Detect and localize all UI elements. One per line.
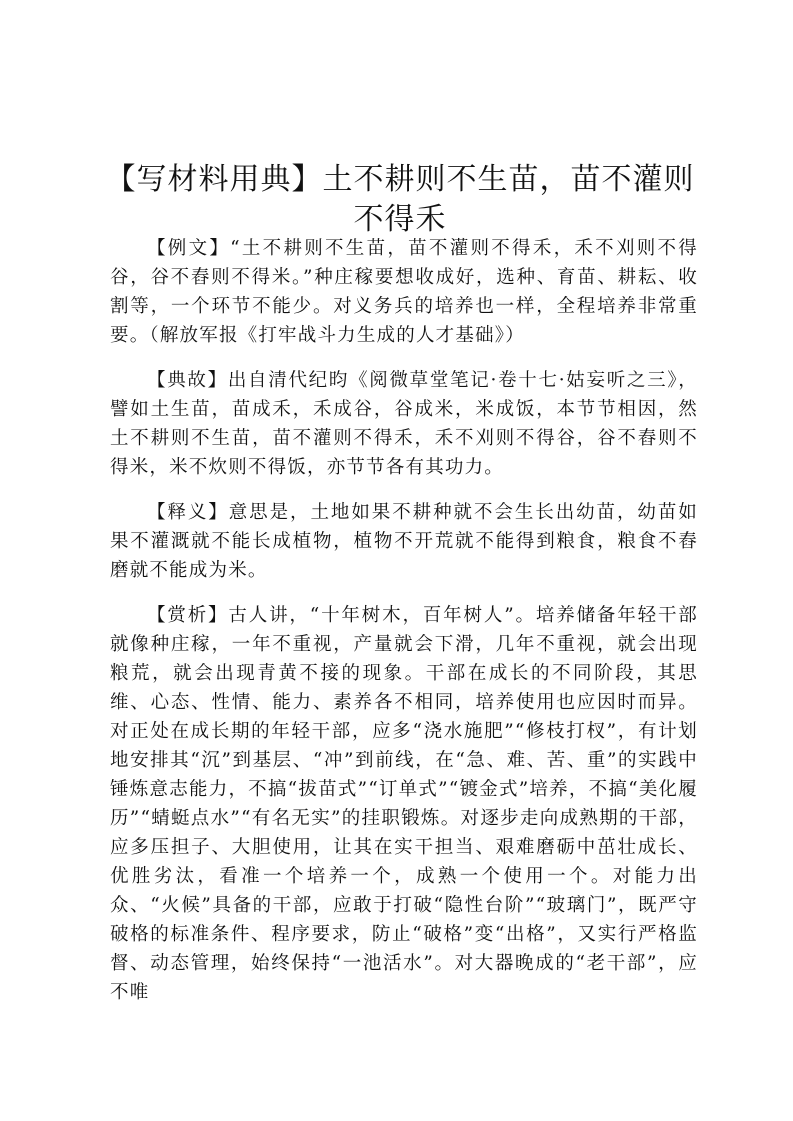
- paragraph-tag: 【例文】: [147, 238, 231, 259]
- paragraph-text: “土不耕则不生苗，苗不灌则不得禾，禾不刈则不得谷，谷不舂则不得米。”种庄稼要想收成好，选种、育苗、耕耘、收割等，一个环节不能少。对义务兵的培养也一样，全程培养非常重要。（解放军报《打牢战斗力生成的人才基础》）: [110, 238, 698, 346]
- paragraph-example: [110, 234, 698, 350]
- paragraph-tag: 【赏析】: [147, 605, 229, 626]
- paragraph-meaning: [110, 498, 698, 585]
- paragraph-text: 意思是，土地如果不耕种就不会生长出幼苗，幼苗如果不灌溉就不能长成植物，植物不开荒就不能得到粮食，粮食不舂磨就不能成为米。: [110, 502, 698, 581]
- paragraph-appreciation: [110, 601, 698, 1007]
- document-title: 【写材料用典】土不耕则不生苗，苗不灌则不得禾: [105, 162, 695, 238]
- document-body: [110, 234, 698, 1007]
- paragraph-allusion: [110, 366, 698, 482]
- paragraph-tag: 【释义】: [147, 502, 229, 523]
- paragraph-text: 出自清代纪昀《阅微草堂笔记·卷十七·姑妄听之三》，譬如土生苗，苗成禾，禾成谷，谷成米，米成饭，本节节相因，然土不耕则不生苗，苗不灌则不得禾，禾不刈则不得谷，谷不舂则不得米，米不炊则不得饭，亦节节各有其功力。: [110, 370, 698, 478]
- paragraph-tag: 【典故】: [147, 370, 228, 391]
- paragraph-text: 古人讲，“十年树木，百年树人”。培养储备年轻干部就像种庄稼，一年不重视，产量就会下滑，几年不重视，就会出现粮荒，就会出现青黄不接的现象。干部在成长的不同阶段，其思维、心态、性情、能力、素养各不相同，培养使用也应因时而异。对正处在成长期的年轻干部，应多“浇水施肥”“修枝打杈”，有计划地安排其“沉”到基层、“冲”到前线，在“急、难、苦、重”的实践中锤炼意志能力，不搞“拔苗式”“订单式”“镀金式”培养，不搞“美化履历”“蜻蜓点水”“有名无实”的挂职锻炼。对逐步走向成熟期的干部，应多压担子、大胆使用，让其在实干担当、艰难磨砺中茁壮成长、优胜劣汰，看准一个培养一个，成熟一个使用一个。对能力出众、“火候”具备的干部，应敢于打破“隐性台阶”“玻璃门”，既严守破格的标准条件、程序要求，防止“破格”变“出格”，又实行严格监督、动态管理，始终保持“一池活水”。对大器晚成的“老干部”，应不唯: [110, 605, 698, 1003]
